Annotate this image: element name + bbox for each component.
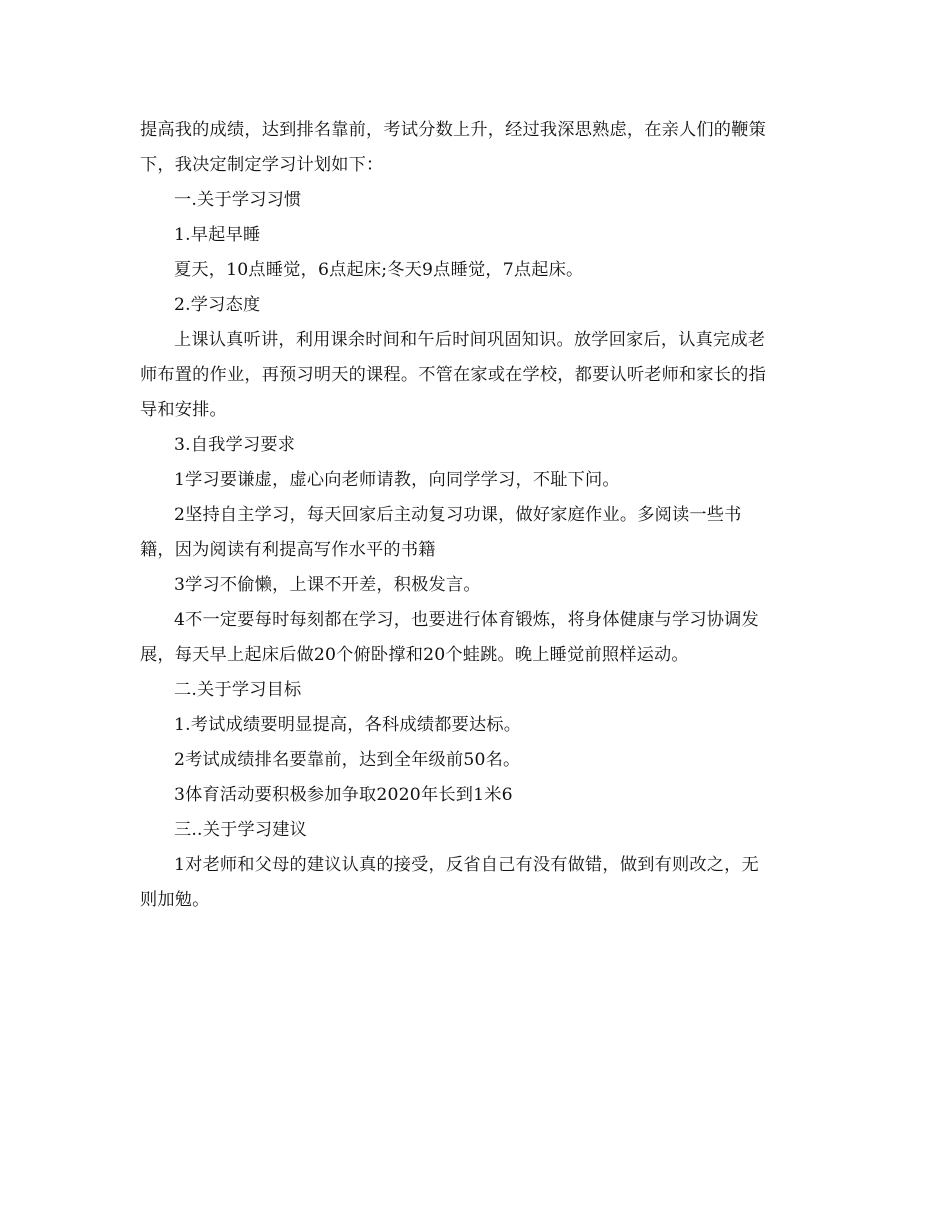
text-line-suggestion-1b: 则加勉。: [140, 890, 210, 910]
text-line-goal-3: 3体育活动要积极参加争取2020年长到1米6: [174, 785, 513, 805]
section-heading-goals: 二.关于学习目标: [174, 680, 302, 700]
text-line-goal-1: 1.考试成绩要明显提高，各科成绩都要达标。: [174, 715, 522, 735]
text-line-1: 提高我的成绩，达到排名靠前，考试分数上升，经过我深思熟虑，在亲人们的鞭策: [140, 120, 766, 140]
text-line-req-2a: 2坚持自主学习，每天回家后主动复习功课，做好家庭作业。多阅读一些书: [174, 505, 742, 525]
text-line-req-2b: 籍，因为阅读有利提高写作水平的书籍: [140, 540, 436, 560]
text-line-attitude-3: 导和安排。: [140, 400, 227, 420]
section-heading-habits: 一.关于学习习惯: [174, 190, 302, 210]
text-line-attitude-2: 师布置的作业，再预习明天的课程。不管在家或在学校，都要认听老师和家长的指: [140, 365, 766, 385]
subheading-attitude: 2.学习态度: [174, 295, 261, 315]
text-line-req-4b: 展，每天早上起床后做20个俯卧撑和20个蛙跳。晚上睡觉前照样运动。: [140, 645, 689, 665]
text-line-suggestion-1a: 1对老师和父母的建议认真的接受，反省自己有没有做错，做到有则改之，无: [174, 855, 759, 875]
text-line-sleep-schedule: 夏天，10点睡觉，6点起床;冬天9点睡觉，7点起床。: [174, 260, 584, 280]
text-line-req-1: 1学习要谦虚，虚心向老师请教，向同学学习，不耻下问。: [174, 470, 620, 490]
text-line-2: 下，我决定制定学习计划如下：: [140, 155, 384, 175]
text-line-req-4a: 4不一定要每时每刻都在学习，也要进行体育锻炼，将身体健康与学习协调发: [174, 610, 759, 630]
document-body: [140, 113, 812, 918]
text-line-goal-2: 2考试成绩排名要靠前，达到全年级前50名。: [174, 750, 521, 770]
subheading-sleep: 1.早起早睡: [174, 225, 261, 245]
text-line-req-3: 3学习不偷懒，上课不开差，积极发言。: [174, 575, 481, 595]
section-heading-suggestions: 三..关于学习建议: [174, 820, 308, 840]
text-line-attitude-1: 上课认真听讲，利用课余时间和午后时间巩固知识。放学回家后，认真完成老: [174, 330, 766, 350]
subheading-requirements: 3.自我学习要求: [174, 435, 296, 455]
